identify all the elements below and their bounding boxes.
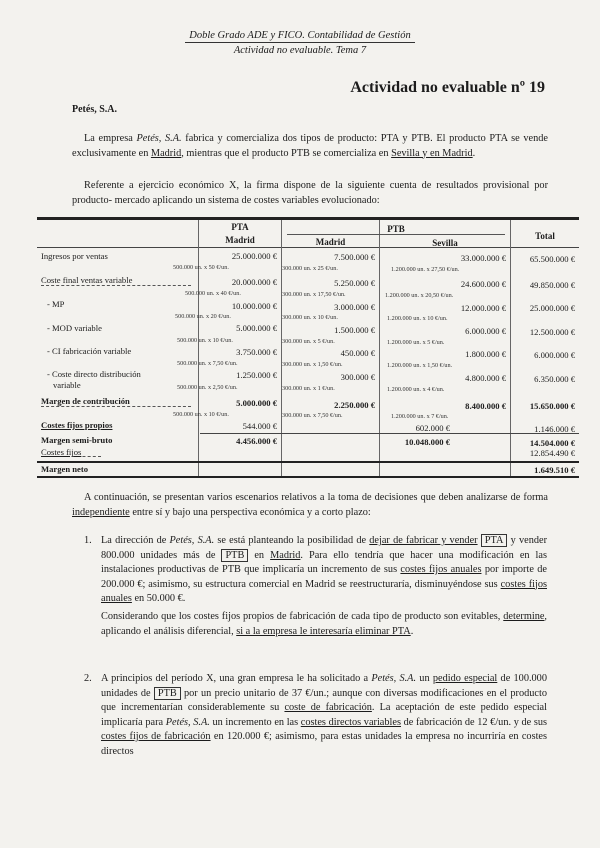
row-label-ingresos: Ingresos por ventas	[41, 251, 108, 261]
ingresos-pta-detail: 500.000 un. x 50 €/un.	[173, 264, 229, 271]
scenario-2: 2. A principios del período X, una gran empresa le ha solicitado a Petés, S.A. un pedido especial de 100.000 unidades de PTB por un precio unitario de 37 €/un.; aunque con diversas modificaciones en el producto que incrementarían considerablemente su coste de fabricación. La aceptación de este pedido especial implicaría para Petés, S.A. un incremento en las costes directos variables de fabricación de 12 €/un. y de sus costes fijos de fabricación en 120.000 €; asimismo, para estas unidades la empresa no incurriría en costes directos	[84, 673, 548, 757]
cf-total: 12.854.490 €	[529, 448, 575, 458]
ingresos-ptb-sevilla-detail: 1.200.000 un. x 27,50 €/un.	[391, 266, 460, 273]
cif-total: 6.000.000 €	[534, 350, 575, 360]
msb-ptb: 10.048.000 €	[404, 437, 450, 447]
cif-pta: 3.750.000 €	[236, 347, 277, 357]
header-madrid-ptb: Madrid	[315, 237, 346, 247]
header-ptb: PTB	[387, 224, 405, 234]
mc-pta-detail: 500.000 un. x 10 €/un.	[173, 411, 229, 418]
row-label-mn: Margen neto	[41, 464, 89, 474]
mod-ptb-sevilla: 6.000.000 €	[465, 326, 506, 336]
row-label-cfvv: Coste final ventas variable	[41, 275, 133, 285]
mp-ptb-sevilla: 12.000.000 €	[460, 303, 506, 313]
ingresos-ptb-madrid-detail: 300.000 un. x 25 €/un.	[282, 265, 338, 272]
row-label-mc: Margen de contribución	[41, 396, 130, 406]
mp-ptb-sevilla-detail: 1.200.000 un. x 10 €/un.	[387, 315, 448, 322]
cif-ptb-sevilla-detail: 1.200.000 un. x 1,50 €/un.	[387, 362, 453, 369]
cdd-pta: 1.250.000 €	[236, 370, 277, 380]
row-label-cif: - CI fabricación variable	[47, 346, 132, 356]
cif-ptb-sevilla: 1.800.000 €	[465, 349, 506, 359]
mod-pta: 5.000.000 €	[236, 323, 277, 333]
ingresos-pta: 25.000.000 €	[231, 251, 277, 261]
cfvv-ptb-sevilla: 24.600.000 €	[460, 279, 506, 289]
mp-total: 25.000.000 €	[529, 303, 575, 313]
header-total: Total	[535, 231, 555, 241]
header-pta: PTA	[231, 222, 249, 232]
mc-ptb-sevilla: 8.400.000 €	[465, 401, 506, 411]
intro-paragraph-2: Referente a ejercicio económico X, la firma dispone de la siguiente cuenta de resultados provisional por producto- mercado aplicando un sistema de costes variables evolucionado:	[72, 180, 548, 206]
row-label-msb: Margen semi-bruto	[41, 435, 113, 445]
header-madrid-pta: Madrid	[225, 235, 255, 245]
row-label-cfp: Costes fijos propios	[41, 420, 113, 430]
mn-total: 1.649.510 €	[534, 465, 575, 475]
scenario-1-number: 1.	[84, 535, 92, 546]
cfvv-ptb-madrid: 5.250.000 €	[334, 278, 375, 288]
mod-ptb-sevilla-detail: 1.200.000 un. x 5 €/un.	[387, 339, 445, 346]
intro-paragraph-1: La empresa Petés, S.A. fabrica y comercializa dos tipos de producto: PTA y PTB. El producto PTA se vende exclusivamente en Madrid, mientras que el producto PTB se comercializa en Sevilla y en Madrid.	[72, 133, 548, 159]
mod-pta-detail: 500.000 un. x 10 €/un.	[177, 337, 233, 344]
scenario-1: 1. La dirección de Petés, S.A. se está planteando la posibilidad de dejar de fabricar y vender PTA y vender 800.000 unidades más de PTB en Madrid. Para ello tendría que hacer una modificación en las instalaciones productivas de PTB que implicaría un incremento de sus costes fijos anuales por importe de 200.000 €; asimismo, su estructura comercial en Madrid se reestructuraría, disminuyéndose sus costes fijos anuales en 50.000 €.	[84, 535, 548, 604]
msb-pta: 4.456.000 €	[236, 436, 277, 446]
cdd-ptb-sevilla-detail: 1.200.000 un. x 4 €/un.	[387, 386, 445, 393]
mod-ptb-madrid-detail: 300.000 un. x 5 €/un.	[282, 338, 335, 345]
mc-total: 15.650.000 €	[529, 401, 575, 411]
cfvv-ptb-madrid-detail: 300.000 un. x 17,50 €/un.	[282, 291, 346, 298]
row-label-cdd: - Coste directo distribución	[47, 369, 141, 379]
row-label-mp: - MP	[47, 299, 65, 309]
cfvv-total: 49.850.000 €	[529, 280, 575, 290]
cif-ptb-madrid: 450.000 €	[340, 348, 375, 358]
mod-ptb-madrid: 1.500.000 €	[334, 325, 375, 335]
cfp-total: 1.146.000 €	[534, 424, 575, 434]
ingresos-ptb-madrid: 7.500.000 €	[334, 252, 375, 262]
cfp-pta: 544.000 €	[242, 421, 277, 431]
mp-pta-detail: 500.000 un. x 20 €/un.	[175, 313, 231, 320]
header-sevilla: Sevilla	[432, 238, 458, 248]
cif-pta-detail: 500.000 un. x 7,50 €/un.	[177, 360, 238, 367]
course-header	[0, 30, 600, 56]
cif-ptb-madrid-detail: 300.000 un. x 1,50 €/un.	[282, 361, 343, 368]
cdd-total: 6.350.000 €	[534, 374, 575, 384]
cfvv-pta-detail: 500.000 un. x 40 €/un.	[185, 290, 241, 297]
mc-ptb-madrid: 2.250.000 €	[334, 400, 375, 410]
row-label-mod: - MOD variable	[47, 323, 102, 333]
mc-ptb-madrid-detail: 300.000 un. x 7,50 €/un.	[282, 412, 343, 419]
mp-ptb-madrid-detail: 300.000 un. x 10 €/un.	[282, 314, 338, 321]
company-name: Petés, S.A.	[72, 104, 117, 115]
scenario-2-number: 2.	[84, 673, 92, 684]
ingresos-ptb-sevilla: 33.000.000 €	[460, 253, 506, 263]
scenario-1-question: Considerando que los costes fijos propios de fabricación de cada tipo de producto son evitables, determine, aplicando el análisis diferencial, si a la empresa le interesaría eliminar PTA.	[101, 611, 547, 637]
cdd-ptb-sevilla: 4.800.000 €	[465, 373, 506, 383]
course-title: Doble Grado ADE y FICO. Contabilidad de Gestión	[185, 30, 414, 43]
mp-ptb-madrid: 3.000.000 €	[334, 302, 375, 312]
cdd-ptb-madrid: 300.000 €	[340, 372, 375, 382]
cfp-ptb: 602.000 €	[415, 423, 450, 433]
row-label-cdd-2: variable	[53, 380, 81, 390]
cfvv-ptb-sevilla-detail: 1.200.000 un. x 20,50 €/un.	[385, 292, 454, 299]
mp-pta: 10.000.000 €	[231, 301, 277, 311]
cdd-ptb-madrid-detail: 300.000 un. x 1 €/un.	[282, 385, 335, 392]
cfvv-pta: 20.000.000 €	[231, 277, 277, 287]
unit-subtitle: Actividad no evaluable. Tema 7	[233, 45, 367, 56]
mc-pta: 5.000.000 €	[236, 398, 277, 408]
activity-title: Actividad no evaluable nº 19	[350, 79, 545, 96]
mc-ptb-sevilla-detail: 1.200.000 un. x 7 €/un.	[391, 413, 449, 420]
continue-paragraph: A continuación, se presentan varios escenarios relativos a la toma de decisiones que deben analizarse de forma independiente entre sí y bajo una perspectiva económica y a corto plazo:	[72, 492, 548, 518]
row-label-cf: Costes fijos	[41, 447, 82, 457]
cdd-pta-detail: 500.000 un. x 2,50 €/un.	[177, 384, 238, 391]
mod-total: 12.500.000 €	[529, 327, 575, 337]
ingresos-total: 65.500.000 €	[529, 254, 575, 264]
income-statement-table	[37, 217, 579, 479]
msb-total: 14.504.000 €	[529, 438, 575, 448]
